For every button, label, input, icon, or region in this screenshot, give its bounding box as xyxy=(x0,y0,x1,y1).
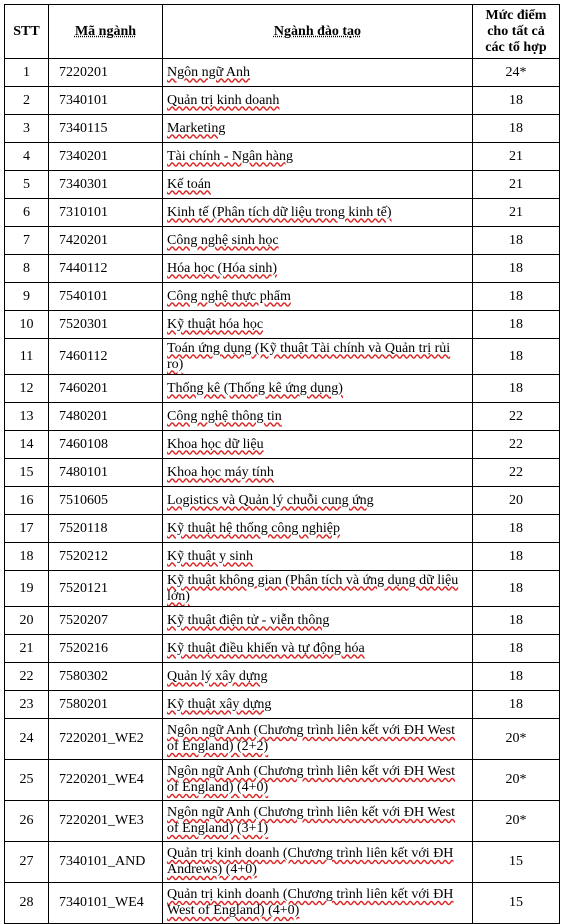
cell-major-name xyxy=(163,59,473,87)
cell-major-name xyxy=(163,842,473,883)
cell-major-name xyxy=(163,459,473,487)
cell-stt xyxy=(5,227,49,255)
cell-major-name-text: Khoa học dữ liệu xyxy=(167,436,264,452)
cell-stt xyxy=(5,283,49,311)
cell-stt xyxy=(5,59,49,87)
table-row xyxy=(5,607,560,635)
cell-score-text: 18 xyxy=(509,348,523,364)
cell-score xyxy=(473,311,560,339)
cell-stt-text: 13 xyxy=(19,408,34,424)
cell-major-code xyxy=(49,487,163,515)
cell-score xyxy=(473,883,560,924)
cell-stt xyxy=(5,635,49,663)
cell-stt-text: 16 xyxy=(19,492,34,508)
cell-score-text: 18 xyxy=(509,316,523,332)
cell-major-code-text: 7220201_WE2 xyxy=(59,731,144,746)
header-major-code: Mã ngành xyxy=(49,5,163,59)
cell-major-name xyxy=(163,255,473,283)
cell-major-code-text: 7340201 xyxy=(59,148,108,164)
cell-stt xyxy=(5,459,49,487)
cell-major-code xyxy=(49,431,163,459)
cell-major-code xyxy=(49,691,163,719)
cell-score xyxy=(473,87,560,115)
cell-major-code-text: 7460201 xyxy=(59,380,108,396)
cell-score xyxy=(473,59,560,87)
cell-major-name xyxy=(163,719,473,760)
cell-major-name xyxy=(163,115,473,143)
cell-stt-text: 21 xyxy=(19,640,34,656)
cell-major-code xyxy=(49,143,163,171)
cell-score xyxy=(473,842,560,883)
cell-score xyxy=(473,227,560,255)
cell-major-name-text: Toán ứng dụng (Kỹ thuật Tài chính và Quản trị rủi ro) xyxy=(167,340,451,372)
cell-major-name-text: Ngôn ngữ Anh (Chương trình liên kết với ĐH West of England) (3+1) xyxy=(167,805,455,836)
cell-major-name-text: Quản trị kinh doanh xyxy=(167,92,280,108)
cell-score-text: 18 xyxy=(509,380,523,396)
cell-major-code-text: 7440112 xyxy=(59,260,108,276)
cell-stt xyxy=(5,760,49,801)
cell-score-text: 21 xyxy=(509,204,523,220)
cell-major-name-text: Thống kê (Thống kê ứng dụng) xyxy=(167,380,343,396)
cell-major-name-text: Công nghệ thực phẩm xyxy=(167,288,291,304)
cell-score-text: 22 xyxy=(509,436,523,452)
cell-major-name-text: Khoa học máy tính xyxy=(167,464,274,480)
cell-score-text: 18 xyxy=(509,92,523,108)
cell-stt-text: 5 xyxy=(23,176,30,192)
table-row xyxy=(5,143,560,171)
cell-score-text: 21 xyxy=(509,148,523,164)
cell-score-text: 15 xyxy=(509,854,523,869)
cell-major-code-text: 7420201 xyxy=(59,232,108,248)
cell-stt xyxy=(5,431,49,459)
cell-score xyxy=(473,543,560,571)
cell-major-code xyxy=(49,760,163,801)
table-row xyxy=(5,801,560,842)
table-row xyxy=(5,403,560,431)
cell-major-code xyxy=(49,115,163,143)
cell-major-code-text: 7520121 xyxy=(59,580,108,596)
cell-major-name xyxy=(163,375,473,403)
table-row xyxy=(5,760,560,801)
cell-major-code-text: 7460112 xyxy=(59,348,108,364)
cell-stt xyxy=(5,487,49,515)
cell-score-text: 21 xyxy=(509,176,523,192)
table-row xyxy=(5,115,560,143)
cell-major-name xyxy=(163,227,473,255)
cell-score-text: 22 xyxy=(509,464,523,480)
table-row xyxy=(5,339,560,375)
table-row xyxy=(5,171,560,199)
table-row xyxy=(5,663,560,691)
cell-major-code-text: 7340101_WE4 xyxy=(59,895,144,910)
table-row xyxy=(5,571,560,607)
cell-score-text: 18 xyxy=(509,120,523,136)
cell-stt-text: 4 xyxy=(23,148,30,164)
cell-major-name xyxy=(163,199,473,227)
cell-score xyxy=(473,663,560,691)
cell-major-name xyxy=(163,311,473,339)
cell-major-name xyxy=(163,171,473,199)
cell-major-name xyxy=(163,691,473,719)
cell-major-code xyxy=(49,543,163,571)
table-row xyxy=(5,883,560,924)
cell-stt xyxy=(5,663,49,691)
cell-score-text: 18 xyxy=(509,612,523,628)
cell-stt xyxy=(5,883,49,924)
table-row xyxy=(5,87,560,115)
cell-major-code-text: 7480101 xyxy=(59,464,108,480)
header-major-name: Ngành đào tạo xyxy=(163,5,473,59)
cell-score xyxy=(473,515,560,543)
cell-stt xyxy=(5,199,49,227)
cell-score-text: 20* xyxy=(505,731,527,746)
cell-major-name xyxy=(163,883,473,924)
cell-score-text: 18 xyxy=(509,668,523,684)
cell-major-name-text: Kỹ thuật xây dựng xyxy=(167,696,272,712)
table-row xyxy=(5,431,560,459)
cell-stt-text: 3 xyxy=(23,120,30,136)
cell-major-name xyxy=(163,487,473,515)
cell-stt xyxy=(5,115,49,143)
cell-stt xyxy=(5,801,49,842)
table-row xyxy=(5,311,560,339)
cell-stt-text: 12 xyxy=(19,380,34,396)
cell-stt-text: 19 xyxy=(19,580,34,596)
cell-stt-text: 6 xyxy=(23,204,30,220)
cell-major-code-text: 7340115 xyxy=(59,120,108,136)
cell-score-text: 18 xyxy=(509,580,523,596)
cell-stt-text: 27 xyxy=(19,854,34,869)
cell-stt-text: 17 xyxy=(19,520,34,536)
cell-major-code-text: 7220201_WE3 xyxy=(59,813,144,828)
table-row xyxy=(5,543,560,571)
cell-score xyxy=(473,760,560,801)
cell-score-text: 20* xyxy=(505,772,527,787)
cell-major-code xyxy=(49,663,163,691)
cell-score xyxy=(473,255,560,283)
cell-stt-text: 18 xyxy=(19,548,34,564)
table-row xyxy=(5,842,560,883)
cell-stt-text: 20 xyxy=(19,612,34,628)
table-row xyxy=(5,459,560,487)
cell-score xyxy=(473,143,560,171)
cell-major-name-text: Kỹ thuật điện tử - viễn thông xyxy=(167,612,330,628)
cell-stt-text: 11 xyxy=(19,348,34,364)
cell-score xyxy=(473,403,560,431)
cell-score xyxy=(473,115,560,143)
cell-major-name-text: Kinh tế (Phân tích dữ liệu trong kinh tế) xyxy=(167,204,392,220)
cell-major-code-text: 7510605 xyxy=(59,492,108,508)
cell-score-text: 15 xyxy=(509,895,523,910)
cell-major-name-text: Quản lý xây dựng xyxy=(167,668,268,684)
cell-score-text: 20 xyxy=(509,492,523,508)
cell-stt xyxy=(5,171,49,199)
cell-major-name xyxy=(163,635,473,663)
cell-major-name xyxy=(163,283,473,311)
cell-major-name xyxy=(163,663,473,691)
cell-major-code xyxy=(49,719,163,760)
cell-stt-text: 23 xyxy=(19,696,34,712)
cell-major-code xyxy=(49,227,163,255)
table-row xyxy=(5,227,560,255)
cell-score-text: 18 xyxy=(509,260,523,276)
cell-major-name-text: Tài chính - Ngân hàng xyxy=(167,148,293,164)
cell-major-name-text: Công nghệ thông tin xyxy=(167,408,282,424)
cell-score-text: 20* xyxy=(505,813,527,828)
cell-score xyxy=(473,431,560,459)
cell-score xyxy=(473,719,560,760)
cell-major-code-text: 7340301 xyxy=(59,176,108,192)
cell-stt xyxy=(5,571,49,607)
cell-major-code xyxy=(49,801,163,842)
cell-stt xyxy=(5,515,49,543)
cell-major-code xyxy=(49,607,163,635)
cell-score xyxy=(473,339,560,375)
cell-stt xyxy=(5,375,49,403)
cell-score-text: 24* xyxy=(505,64,527,80)
cell-major-name xyxy=(163,801,473,842)
cell-stt-text: 10 xyxy=(19,316,34,332)
cell-major-name-text: Kế toán xyxy=(167,176,211,192)
cell-major-code xyxy=(49,283,163,311)
cell-major-code xyxy=(49,375,163,403)
table-row xyxy=(5,515,560,543)
cell-stt-text: 28 xyxy=(19,895,34,910)
cell-major-code xyxy=(49,635,163,663)
cell-major-code-text: 7580302 xyxy=(59,668,108,684)
cell-major-code xyxy=(49,403,163,431)
cell-major-code-text: 7520212 xyxy=(59,548,108,564)
cell-major-code xyxy=(49,199,163,227)
cell-major-name-text: Ngôn ngữ Anh (Chương trình liên kết với ĐH West of England) (4+0) xyxy=(167,764,455,795)
cell-major-name xyxy=(163,760,473,801)
cell-major-code xyxy=(49,59,163,87)
table-row xyxy=(5,255,560,283)
cell-major-name-text: Quản trị kinh doanh (Chương trình liên kết với ĐH Andrews) (4+0) xyxy=(167,846,454,877)
cell-stt-text: 1 xyxy=(23,64,30,80)
cell-score-text: 18 xyxy=(509,696,523,712)
cell-stt-text: 14 xyxy=(19,436,34,452)
cell-major-name xyxy=(163,607,473,635)
cell-major-code-text: 7520207 xyxy=(59,612,108,628)
cell-major-name-text: Quản trị kinh doanh (Chương trình liên kết với ĐH West of England) (4+0) xyxy=(167,887,454,918)
cell-major-code-text: 7340101_AND xyxy=(59,854,146,869)
cell-score xyxy=(473,487,560,515)
cell-score xyxy=(473,459,560,487)
cell-major-name-text: Kỹ thuật hệ thống công nghiệp xyxy=(167,520,341,536)
cell-score xyxy=(473,607,560,635)
cell-major-code-text: 7340101 xyxy=(59,92,108,108)
cell-major-code-text: 7460108 xyxy=(59,436,108,452)
cell-major-code-text: 7520216 xyxy=(59,640,108,656)
cell-score-text: 22 xyxy=(509,408,523,424)
cell-major-code-text: 7310101 xyxy=(59,204,108,220)
cell-stt xyxy=(5,403,49,431)
cell-score xyxy=(473,283,560,311)
header-score: Mức điểm cho tất cả các tổ hợp xyxy=(473,5,560,59)
cell-major-name xyxy=(163,543,473,571)
cell-score xyxy=(473,375,560,403)
cell-major-name xyxy=(163,143,473,171)
cell-stt-text: 25 xyxy=(19,772,34,787)
cell-score-text: 18 xyxy=(509,232,523,248)
cell-major-name-text: Kỹ thuật điều khiển và tự động hóa xyxy=(167,640,365,656)
cell-stt xyxy=(5,87,49,115)
table-row xyxy=(5,719,560,760)
cell-major-name xyxy=(163,339,473,375)
cell-major-name xyxy=(163,515,473,543)
cell-major-name-text: Công nghệ sinh học xyxy=(167,232,279,248)
table-row xyxy=(5,487,560,515)
cell-score xyxy=(473,801,560,842)
cell-stt-text: 9 xyxy=(23,288,30,304)
table-row xyxy=(5,635,560,663)
cell-stt xyxy=(5,143,49,171)
cell-major-name-text: Ngôn ngữ Anh (Chương trình liên kết với ĐH West of England) (2+2) xyxy=(167,723,455,754)
cell-score xyxy=(473,691,560,719)
cell-stt xyxy=(5,719,49,760)
table-row xyxy=(5,283,560,311)
cell-major-name-text: Hóa học (Hóa sinh) xyxy=(167,260,278,276)
table-row xyxy=(5,375,560,403)
cell-major-code xyxy=(49,339,163,375)
admission-score-table xyxy=(4,4,560,924)
cell-major-name xyxy=(163,403,473,431)
cell-stt-text: 2 xyxy=(23,92,30,108)
cell-score-text: 18 xyxy=(509,548,523,564)
cell-major-code xyxy=(49,459,163,487)
cell-major-code xyxy=(49,842,163,883)
cell-score xyxy=(473,635,560,663)
cell-score-text: 18 xyxy=(509,288,523,304)
cell-major-code-text: 7520301 xyxy=(59,316,108,332)
cell-major-code xyxy=(49,87,163,115)
table-header-row xyxy=(5,5,560,59)
header-stt: STT xyxy=(5,5,49,59)
cell-major-code xyxy=(49,571,163,607)
cell-major-code-text: 7520118 xyxy=(59,520,108,536)
cell-major-name xyxy=(163,87,473,115)
table-row xyxy=(5,691,560,719)
cell-major-code xyxy=(49,311,163,339)
cell-major-name-text: Logistics và Quản lý chuỗi cung ứng xyxy=(167,492,374,508)
cell-major-name xyxy=(163,431,473,459)
cell-major-code xyxy=(49,171,163,199)
table-row xyxy=(5,199,560,227)
cell-major-name-text: Kỹ thuật hóa học xyxy=(167,316,264,332)
cell-major-code xyxy=(49,515,163,543)
cell-stt xyxy=(5,691,49,719)
cell-major-code-text: 7540101 xyxy=(59,288,108,304)
cell-stt-text: 26 xyxy=(19,813,34,828)
cell-score xyxy=(473,171,560,199)
cell-major-code-text: 7480201 xyxy=(59,408,108,424)
cell-major-name-text: Marketing xyxy=(167,120,226,136)
cell-major-code-text: 7580201 xyxy=(59,696,108,712)
cell-stt-text: 15 xyxy=(19,464,34,480)
cell-stt xyxy=(5,842,49,883)
cell-major-name-text: Kỹ thuật không gian (Phân tích và ứng dụng dữ liệu lớn) xyxy=(167,572,459,604)
cell-stt xyxy=(5,311,49,339)
cell-major-code xyxy=(49,883,163,924)
cell-major-name-text: Ngôn ngữ Anh xyxy=(167,64,251,80)
cell-stt-text: 7 xyxy=(23,232,30,248)
cell-stt xyxy=(5,543,49,571)
cell-score xyxy=(473,571,560,607)
table-row xyxy=(5,59,560,87)
cell-stt-text: 22 xyxy=(19,668,34,684)
cell-score xyxy=(473,199,560,227)
document-page xyxy=(4,4,560,924)
cell-stt-text: 24 xyxy=(19,731,34,746)
cell-major-code-text: 7220201_WE4 xyxy=(59,772,144,787)
cell-score-text: 18 xyxy=(509,520,523,536)
cell-stt xyxy=(5,255,49,283)
cell-major-code xyxy=(49,255,163,283)
cell-score-text: 18 xyxy=(509,640,523,656)
table-body xyxy=(5,59,560,924)
cell-major-code-text: 7220201 xyxy=(59,64,108,80)
cell-stt xyxy=(5,607,49,635)
cell-stt xyxy=(5,339,49,375)
cell-major-name xyxy=(163,571,473,607)
cell-major-name-text: Kỹ thuật y sinh xyxy=(167,548,253,564)
cell-stt-text: 8 xyxy=(23,260,30,276)
